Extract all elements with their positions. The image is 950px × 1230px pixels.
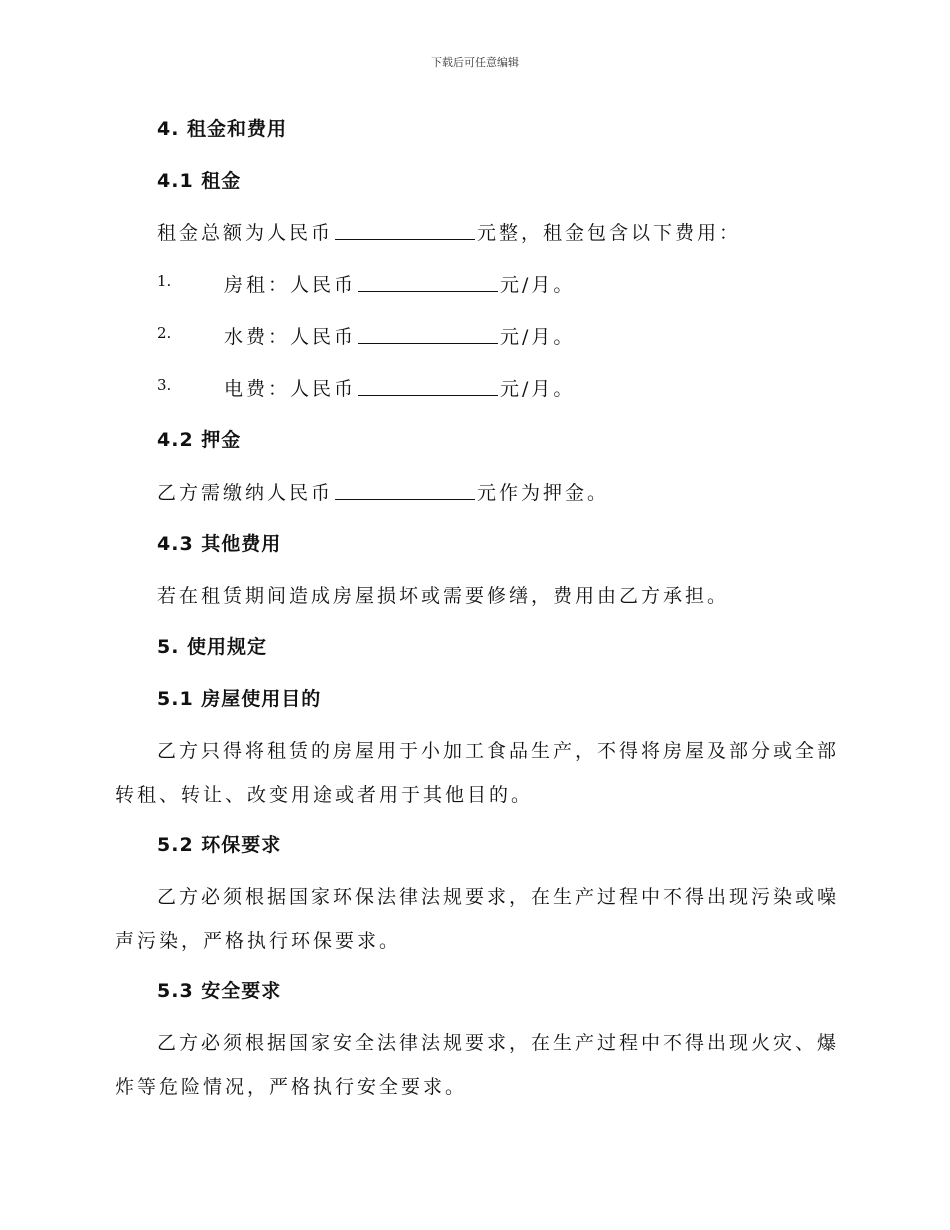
environmental-line-2: 声污染，严格执行环保要求。	[115, 930, 402, 952]
deposit-suffix: 元作为押金。	[477, 482, 610, 504]
fee-item-3	[224, 374, 575, 401]
safety-line-1: 乙方必须根据国家安全法律法规要求，在生产过程中不得出现火灾、爆	[157, 1032, 840, 1054]
other-fees-text: 若在租赁期间造成房屋损坏或需要修缮，费用由乙方承担。	[157, 585, 730, 607]
usage-purpose-line-2: 转租、转让、改变用途或者用于其他目的。	[115, 784, 534, 806]
section-5-1-heading: 5.1 房屋使用目的	[157, 688, 322, 710]
fee-item-1-number: 1.	[157, 272, 172, 290]
fee-item-2-blank	[358, 325, 498, 344]
deposit-line	[157, 478, 609, 505]
deposit-blank	[335, 481, 475, 500]
fee-item-1-blank	[358, 273, 498, 292]
section-5-2-heading: 5.2 环保要求	[157, 834, 282, 856]
fee-item-3-blank	[358, 377, 498, 396]
fee-item-2	[224, 322, 575, 349]
page-header-note: 下载后可任意编辑	[431, 56, 519, 69]
fee-item-1	[224, 270, 575, 297]
section-4-3-heading: 4.3 其他费用	[157, 533, 282, 555]
section-5-3-heading: 5.3 安全要求	[157, 980, 282, 1002]
fee-item-2-number: 2.	[157, 324, 172, 342]
rent-total-suffix: 元整，租金包含以下费用：	[477, 222, 742, 244]
rent-total-prefix: 租金总额为人民币	[157, 222, 334, 244]
rent-total-line	[157, 218, 741, 245]
section-5-heading: 5. 使用规定	[157, 636, 268, 658]
fee-item-3-prefix: 电费：人民币	[224, 378, 357, 400]
fee-item-2-suffix: 元/月。	[500, 326, 576, 348]
rent-total-blank	[335, 221, 475, 240]
fee-item-1-suffix: 元/月。	[500, 274, 576, 296]
safety-line-2: 炸等危险情况，严格执行安全要求。	[115, 1076, 468, 1098]
deposit-prefix: 乙方需缴纳人民币	[157, 482, 334, 504]
section-4-1-heading: 4.1 租金	[157, 170, 242, 192]
section-4-heading: 4. 租金和费用	[157, 118, 288, 140]
environmental-line-1: 乙方必须根据国家环保法律法规要求，在生产过程中不得出现污染或噪	[157, 886, 840, 908]
fee-item-2-prefix: 水费：人民币	[224, 326, 357, 348]
fee-item-3-number: 3.	[157, 376, 172, 394]
section-4-2-heading: 4.2 押金	[157, 429, 242, 451]
fee-item-3-suffix: 元/月。	[500, 378, 576, 400]
usage-purpose-line-1: 乙方只得将租赁的房屋用于小加工食品生产，不得将房屋及部分或全部	[157, 740, 840, 762]
fee-item-1-prefix: 房租：人民币	[224, 274, 357, 296]
